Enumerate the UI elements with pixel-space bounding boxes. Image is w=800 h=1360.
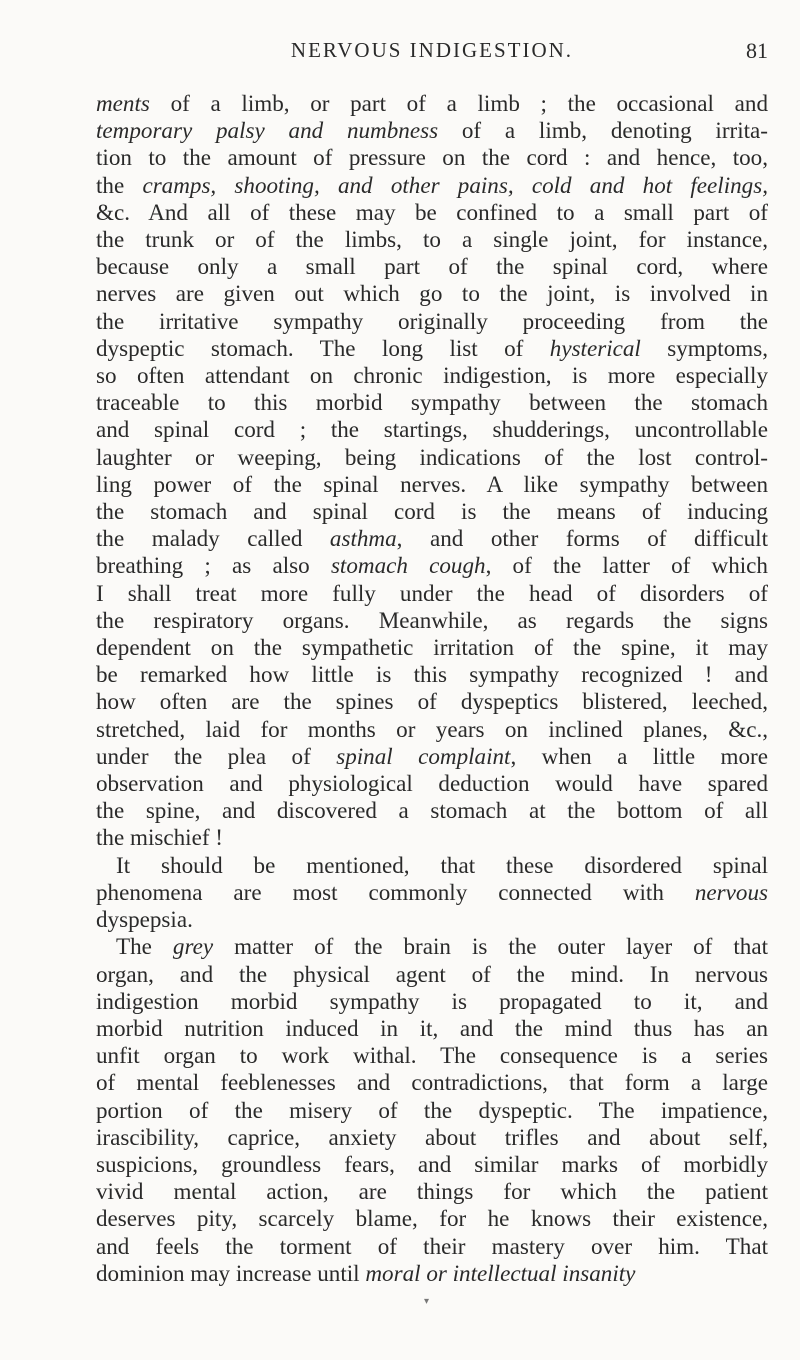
text-segment: portion of the misery of the dyspeptic. The impatience, [96, 1096, 768, 1123]
text-segment: the respiratory organs. Meanwhile, as regards the signs [96, 606, 768, 633]
text-line [96, 770, 768, 797]
text-line [96, 471, 768, 498]
text-line [96, 797, 768, 824]
text-segment: be remarked how little is this sympathy recognized ! and [96, 661, 768, 688]
text-segment: the spine, and discovered a stomach at the bottom of all [96, 797, 768, 824]
running-head: NERVOUS INDIGESTION. [290, 38, 574, 62]
italic-text: asthma [329, 525, 397, 552]
text-line [96, 1097, 768, 1124]
text-segment: breathing ; as also [96, 552, 331, 579]
italic-text: grey [172, 933, 214, 960]
text-segment: how often are the spines of dyspeptics blistered, leeched, [96, 688, 768, 715]
text-segment: the trunk or of the limbs, to a single joint, for instance, [96, 226, 768, 253]
text-line [96, 117, 768, 144]
text-line [96, 253, 768, 280]
page-header [96, 38, 768, 68]
text-segment: ling power of the spinal nerves. A like sympathy between [96, 470, 768, 497]
text-line [96, 1233, 768, 1260]
text-line [96, 199, 768, 226]
text-line [96, 1042, 768, 1069]
text-line [96, 280, 768, 307]
text-line [96, 1015, 768, 1042]
text-line [96, 1124, 768, 1151]
text-segment: vivid mental action, are things for which the patient [96, 1178, 768, 1205]
text-segment: laughter or weeping, being indications of the lost control- [96, 443, 768, 470]
text-line [96, 389, 768, 416]
text-segment: observation and physiological deduction would have spared [96, 770, 768, 797]
printer-mark: ▾ [424, 1296, 430, 1307]
text-segment: the mischief ! [96, 824, 223, 851]
text-segment: The [116, 933, 173, 960]
text-segment: and feels the torment of their mastery over him. That [96, 1232, 768, 1259]
text-segment: symptoms, [640, 334, 768, 361]
text-line [96, 607, 768, 634]
text-segment: organ, and the physical agent of the mind. In nervous [96, 960, 768, 987]
italic-text: temporary palsy and numbness [96, 117, 439, 144]
text-segment: morbid nutrition induced in it, and the mind thus has an [96, 1014, 768, 1041]
text-line [96, 716, 768, 743]
text-segment: I shall treat more fully under the head of disorders of [96, 579, 768, 606]
italic-text: moral or intellectual insanity [365, 1259, 636, 1286]
body-text [96, 90, 768, 1287]
text-segment: of a limb, denoting irrita- [438, 117, 768, 144]
text-line [96, 416, 768, 443]
text-segment: the malady called [96, 525, 330, 552]
text-line [96, 144, 768, 171]
text-segment: so often attendant on chronic indigestion, is more especially [96, 362, 768, 389]
text-segment: phenomena are most commonly connected with [96, 878, 695, 905]
text-line [96, 580, 768, 607]
text-line [96, 879, 768, 906]
italic-text: nervous [694, 878, 768, 905]
italic-text: spinal complaint [336, 742, 511, 769]
text-segment: of a limb, or part of a limb ; the occasional and [149, 90, 768, 116]
text-line [96, 308, 768, 335]
text-line [96, 226, 768, 253]
page-number: 81 [746, 38, 768, 63]
text-line [96, 1260, 768, 1287]
text-line [96, 743, 768, 770]
text-segment: &c. And all of these may be confined to a small part of [96, 198, 768, 225]
text-line [96, 1178, 768, 1205]
text-line [96, 172, 768, 199]
text-line [96, 498, 768, 525]
text-segment: of mental feeblenesses and contradictions, that form a large [96, 1069, 768, 1096]
text-segment: matter of the brain is the outer layer of that [213, 933, 768, 960]
text-segment: irascibility, caprice, anxiety about trifles and about self, [96, 1123, 768, 1150]
text-segment: and spinal cord ; the startings, shudderings, uncontrollable [96, 416, 768, 443]
text-segment: dependent on the sympathetic irritation of the spine, it may [96, 634, 768, 661]
text-line [96, 1069, 768, 1096]
text-segment: dyspeptic stomach. The long list of [96, 334, 550, 361]
text-line [96, 362, 768, 389]
text-segment: , when a little more [510, 742, 769, 769]
text-line [96, 525, 768, 552]
text-line [96, 335, 768, 362]
text-segment: the [96, 171, 143, 198]
text-line [96, 1205, 768, 1232]
text-line [96, 824, 768, 851]
text-line [96, 661, 768, 688]
text-line [96, 988, 768, 1015]
text-segment: suspicions, groundless fears, and similar marks of morbidly [96, 1150, 768, 1177]
text-segment: unfit organ to work withal. The consequence is a series [96, 1042, 768, 1069]
text-line [96, 90, 768, 117]
italic-text: stomach cough [330, 552, 486, 579]
text-segment: the stomach and spinal cord is the means of inducing [96, 498, 768, 525]
text-segment: under the plea of [96, 742, 337, 769]
text-segment: because only a small part of the spinal cord, where [96, 253, 768, 280]
text-segment: nerves are given out which go to the joint, is involved in [96, 280, 768, 307]
italic-text: ments [96, 90, 150, 116]
text-line [96, 444, 768, 471]
text-segment: traceable to this morbid sympathy between the stomach [96, 389, 768, 416]
text-segment: the irritative sympathy originally proceeding from the [96, 307, 768, 334]
text-segment: , of the latter of which [485, 552, 768, 579]
text-line [96, 961, 768, 988]
text-segment: indigestion morbid sympathy is propagated to it, and [96, 987, 768, 1014]
text-segment: It should be mentioned, that these disordered spinal [116, 851, 768, 878]
italic-text: hysterical [549, 334, 641, 361]
text-line [96, 1151, 768, 1178]
text-segment: dominion may increase until [96, 1259, 366, 1286]
text-line [96, 552, 768, 579]
italic-text: cramps, shooting, and other pains, cold and hot feelings, [142, 171, 768, 198]
text-segment: dyspepsia. [96, 906, 193, 933]
text-segment: stretched, laid for months or years on inclined planes, &c., [96, 715, 768, 742]
text-segment: , and other forms of difficult [396, 525, 768, 552]
text-line [96, 634, 768, 661]
text-line [96, 688, 768, 715]
text-segment: tion to the amount of pressure on the cord : and hence, too, [96, 144, 768, 171]
text-line [96, 906, 768, 933]
text-line [96, 852, 768, 879]
text-line [96, 933, 768, 960]
text-segment: deserves pity, scarcely blame, for he knows their existence, [96, 1205, 768, 1232]
